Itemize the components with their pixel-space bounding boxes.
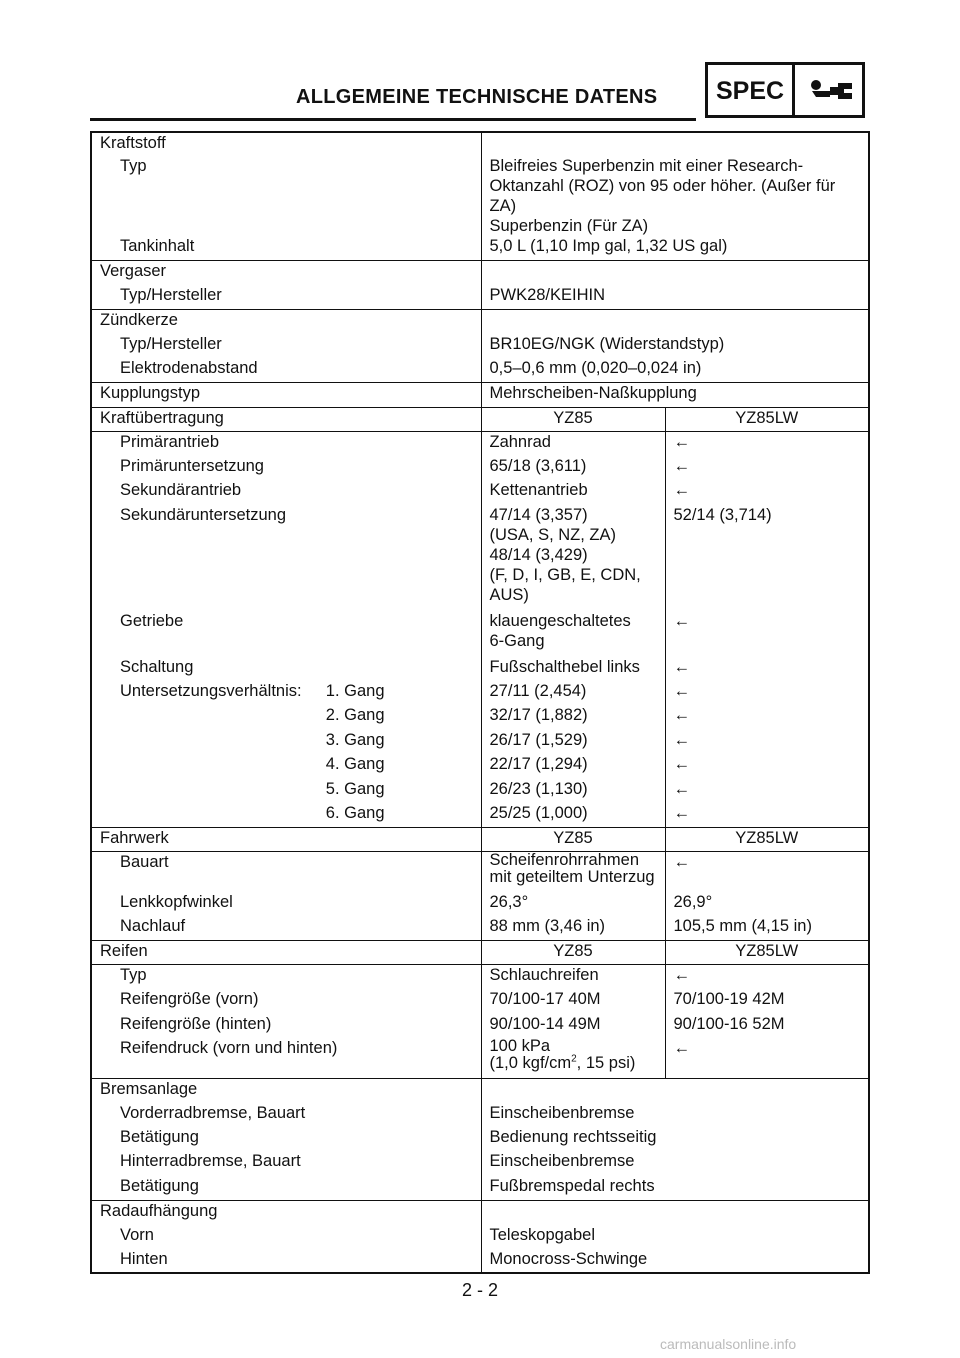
table-row	[91, 261, 869, 285]
group-label: Kraftstoff	[100, 134, 166, 152]
table-row: Typ/Hersteller BR10EG/NGK (Widerstandstyp)	[91, 334, 869, 358]
group-label: Radaufhängung	[91, 1200, 481, 1224]
group-label: Fahrwerk	[91, 827, 481, 851]
table-row: Typ Bleifreies Superbenzin mit einer Research- Oktanzahl (ROZ) von 95 oder höher. (Außer für ZA) Superbenzin (Für ZA)	[91, 156, 869, 236]
table-row: Bauart Scheifenrohrrahmen mit geteiltem Unterzug ←	[91, 852, 869, 892]
group-label: Reifen	[91, 941, 481, 965]
table-row: Hinten Monocross-Schwinge	[91, 1249, 869, 1273]
table-row: 6. Gang 25/25 (1,000) ←	[91, 803, 869, 827]
group-label: Bremsanlage	[91, 1078, 481, 1102]
column-header: YZ85	[481, 407, 665, 431]
table-row: 2. Gang 32/17 (1,882) ←	[91, 705, 869, 729]
table-row: Schaltung Fußschalthebel links ←	[91, 657, 869, 681]
table-row	[91, 132, 869, 156]
table-row: Kupplungstyp Mehrscheiben-Naßkupplung	[91, 383, 869, 407]
table-row: Elektrodenabstand 0,5–0,6 mm (0,020–0,024 in)	[91, 358, 869, 382]
table-row	[91, 407, 869, 431]
title-underline	[90, 118, 696, 121]
spec-table	[90, 131, 870, 1274]
table-row: Betätigung Bedienung rechtsseitig	[91, 1127, 869, 1151]
table-row: Getriebe klauengeschaltetes 6-Gang ←	[91, 605, 869, 657]
page-number: 2 - 2	[461, 1280, 499, 1300]
table-row: Hinterradbremse, Bauart Einscheibenbremse	[91, 1151, 869, 1175]
fuel-type-value: Bleifreies Superbenzin mit einer Research- Oktanzahl (ROZ) von 95 oder höher. (Außer für ZA) Superbenzin (Für ZA)	[481, 156, 869, 236]
table-row: Betätigung Fußbremspedal rechts	[91, 1176, 869, 1200]
spec-badge	[705, 62, 865, 118]
group-label: Vergaser	[91, 261, 481, 285]
group-label: Zündkerze	[91, 310, 481, 334]
column-header: YZ85LW	[665, 941, 869, 965]
table-row: Tankinhalt 5,0 L (1,10 Imp gal, 1,32 US gal)	[91, 236, 869, 260]
table-row: Reifengröße (hinten) 90/100-14 49M 90/100-16 52M	[91, 1014, 869, 1038]
table-row: Reifendruck (vorn und hinten) 100 kPa (1,0 kgf/$cm^2$, 15 psi) ←	[91, 1038, 869, 1078]
table-row	[91, 827, 869, 851]
table-row: Untersetzungsverhältnis: 1. Gang 27/11 (2,454) ←	[91, 681, 869, 705]
column-header: YZ85	[481, 941, 665, 965]
page-title: ALLGEMEINE TECHNISCHE DATENS	[296, 86, 658, 108]
table-row: Primäruntersetzung 65/18 (3,611) ←	[91, 456, 869, 480]
column-header: YZ85	[481, 827, 665, 851]
table-row	[91, 941, 869, 965]
spec-divider	[792, 65, 795, 115]
table-row: Lenkkopfwinkel 26,3° 26,9°	[91, 892, 869, 916]
wrench-icon	[808, 77, 856, 105]
table-row: 4. Gang 22/17 (1,294) ←	[91, 754, 869, 778]
table-row: Nachlauf 88 mm (3,46 in) 105,5 mm (4,15 in)	[91, 916, 869, 940]
group-label: Kraftübertragung	[91, 407, 481, 431]
table-row: Vorn Teleskopgabel	[91, 1225, 869, 1249]
group-label: Kupplungstyp	[91, 383, 481, 407]
table-row: Sekundärantrieb Kettenantrieb ←	[91, 480, 869, 504]
table-row: Typ/Hersteller PWK28/KEIHIN	[91, 285, 869, 309]
table-row: 3. Gang 26/17 (1,529) ←	[91, 730, 869, 754]
table-row	[91, 1200, 869, 1224]
watermark: carmanualsonline.info	[660, 1336, 797, 1352]
column-header: YZ85LW	[665, 407, 869, 431]
column-header: YZ85LW	[665, 827, 869, 851]
table-row: Primärantrieb Zahnrad ←	[91, 432, 869, 456]
table-row: Vorderradbremse, Bauart Einscheibenbremse	[91, 1103, 869, 1127]
table-row: 5. Gang 26/23 (1,130) ←	[91, 779, 869, 803]
table-row	[91, 1078, 869, 1102]
table-row: Reifengröße (vorn) 70/100-17 40M 70/100-19 42M	[91, 989, 869, 1013]
table-row: Sekundäruntersetzung 47/14 (3,357) (USA, S, NZ, ZA) 48/14 (3,429) (F, D, I, GB, E, CDN, AUS) 52/14 (3,714)	[91, 505, 869, 605]
spec-label: SPEC	[716, 77, 785, 105]
table-row	[91, 310, 869, 334]
table-row: Typ Schlauchreifen ←	[91, 965, 869, 989]
